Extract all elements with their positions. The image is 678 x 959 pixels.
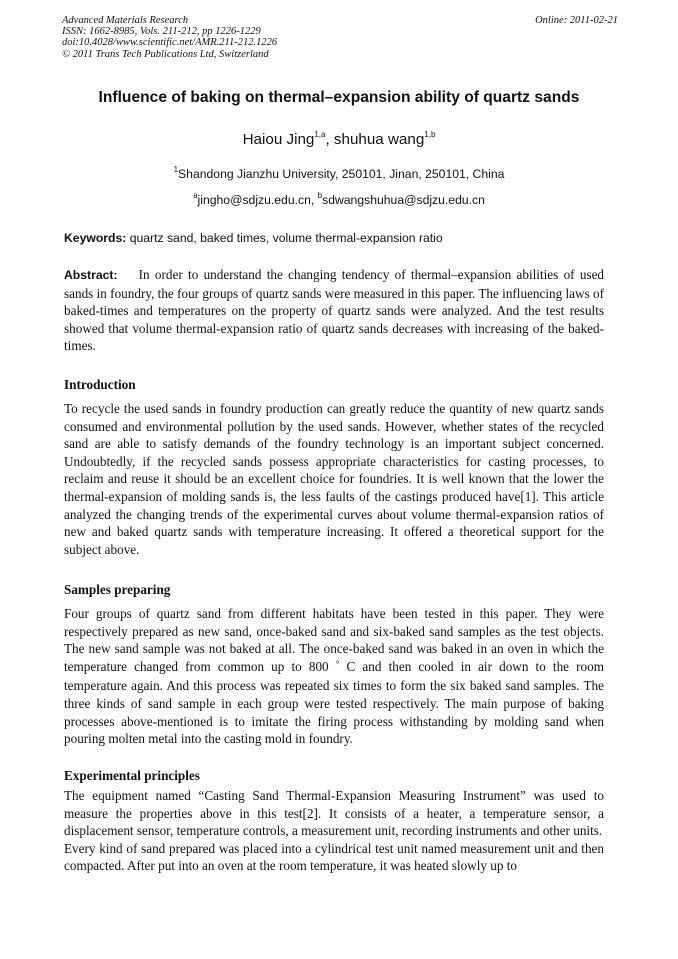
- section-heading-introduction: Introduction: [64, 377, 136, 392]
- paragraph-text: Four groups of quartz sand from different habitats have been tested in this paper. They were respectively prepared as new sand, once-baked sand and six-baked sand samples as the test objects. The new sand sample was not baked at all. The once-baked sand was baked in an oven in which the temperature changed from common up to 800: [64, 606, 604, 674]
- email-line: [0, 190, 678, 207]
- samples-body: [64, 605, 604, 748]
- abstract-label: Abstract:: [64, 268, 118, 282]
- affiliation-text: Shandong Jianzhu University, 250101, Jinan, 250101, China: [178, 167, 505, 181]
- author-superscript: 1,a: [314, 129, 326, 139]
- copyright-line: © 2011 Trans Tech Publications Ltd, Switzerland: [62, 48, 269, 60]
- principles-body: [64, 787, 604, 875]
- author-name: shuhua wang: [333, 131, 425, 148]
- introduction-body: [64, 400, 604, 558]
- journal-header: [62, 15, 618, 60]
- affiliation: [0, 164, 678, 181]
- keywords-text: quartz sand, baked times, volume thermal-expansion ratio: [126, 231, 443, 245]
- author-separator: ,: [325, 131, 334, 148]
- section-heading-principles: Experimental principles: [64, 768, 200, 783]
- paper-title: Influence of baking on thermal–expansion ability of quartz sands: [98, 89, 580, 106]
- keywords: [64, 231, 443, 245]
- email-superscript: a: [193, 190, 198, 200]
- paragraph: [64, 605, 604, 748]
- section-heading-samples: Samples preparing: [64, 582, 171, 597]
- degree-symbol: °: [335, 658, 340, 669]
- abstract: [64, 266, 604, 355]
- paragraph: The equipment named “Casting Sand Thermal-Expansion Measuring Instrument” was used to measure the properties above in this test[2]. It consists of a heater, a temperature sensor, a displacement sensor, temperature controls, a measurement unit, recording instruments and other units.: [64, 788, 604, 839]
- author-superscript: 1,b: [424, 129, 436, 139]
- journal-name: Advanced Materials Research: [62, 15, 189, 26]
- paragraph: Every kind of sand prepared was placed into a cylindrical test unit named measurement unit and then compacted. After put into an oven at the room temperature, it was heated slowly up to: [64, 840, 604, 874]
- email-address: jingho@sdjzu.edu.cn,: [197, 193, 318, 207]
- email-address: sdwangshuhua@sdjzu.edu.cn: [322, 193, 485, 207]
- online-date: Online: 2011-02-21: [535, 15, 618, 26]
- abstract-text: In order to understand the changing tendency of thermal–expansion abilities of used sands in foundry, the four groups of quartz sands were measured in this paper. The influencing laws of baked-times and temperatures on the property of quartz sands were analyzed. And the test results showed that volume thermal-expansion ratio of quartz sands decreases with increasing of the baked-times.: [64, 267, 605, 354]
- doi-line: doi:10.4028/www.scientific.net/AMR.211-212.1226: [62, 37, 278, 49]
- paragraph-text: C and then cooled in air down to the room temperature again. And this process was repeated six times to form the six baked sand samples. The three kinds of sand sample in each group were tested respectively. The main purpose of baking processes above-mentioned is to imitate the firing process withstanding by molding sand when pouring molten metal into the casting mold in foundry.: [64, 658, 604, 747]
- author-name: Haiou Jing: [242, 131, 315, 148]
- affiliation-superscript: 1: [173, 164, 179, 174]
- author-line: [0, 131, 678, 148]
- issn-line: ISSN: 1662-8985, Vols. 211-212, pp 1226-1229: [62, 26, 261, 38]
- paragraph: To recycle the used sands in foundry production can greatly reduce the quantity of new quartz sands consumed and environmental pollution by the used sands. However, whether states of the recycled sand are able to satisfy demands of the foundry technology is an important subject concerned. Undoubtedly, if the recycled sands possess appropriate characteristics for casting processes, to reclaim and reuse it should be an excellent choice for foundries. It is well known that the lower the thermal-expansion of molding sands is, the less faults of the castings produced have[1]. This article analyzed the changing trends of the experimental curves about volume thermal-expansion ratios of new and baked quartz sands with temperature increasing. It offered a theoretical support for the subject above.: [64, 401, 604, 557]
- keywords-label: Keywords:: [64, 231, 127, 245]
- email-superscript: b: [317, 190, 323, 200]
